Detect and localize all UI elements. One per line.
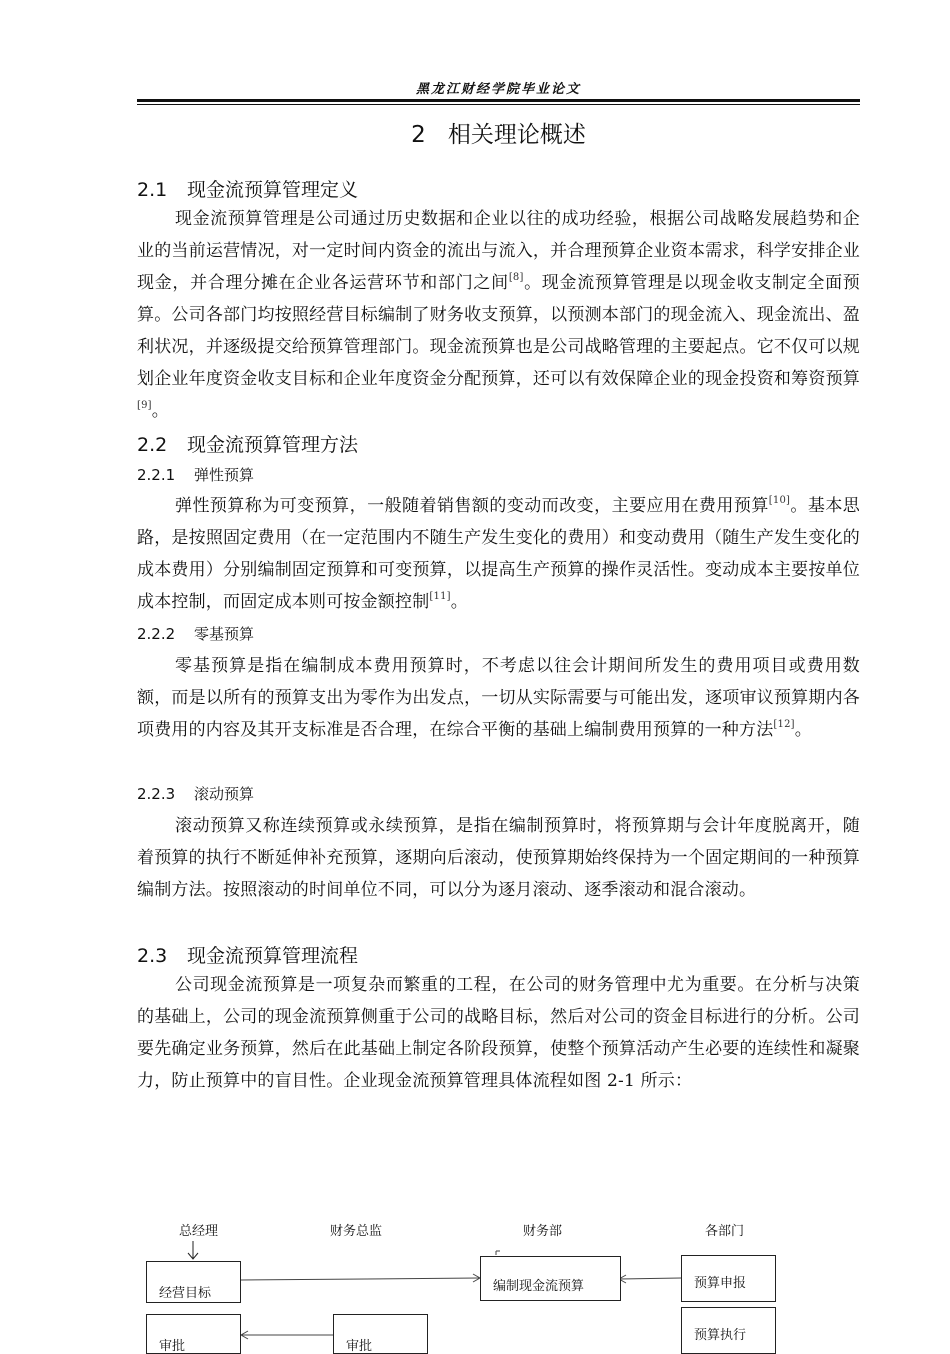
paragraph-text: 。 (151, 401, 169, 421)
paragraph-text: 零基预算是指在编制成本费用预算时，不考虑以往会计期间所发生的费用项目或费用数额，而是以所有的预算支出为零作为出发点，一切从实际需要与可能出发，逐项审议预算期内各项费用的内容及其开支标准是否合理，在综合平衡的基础上编制费用预算的一种方法 (137, 656, 860, 740)
section-heading-2-3 (137, 941, 358, 968)
section-number: 2.2 (137, 434, 168, 456)
section-heading-2-1 (137, 175, 358, 202)
section-heading-2-2 (137, 430, 358, 457)
chapter-number: 2 (411, 122, 426, 148)
subsection-title: 零基预算 (194, 625, 255, 643)
section-number: 2.1 (137, 179, 168, 201)
citation: [10] (768, 495, 791, 506)
header-rule (137, 99, 860, 102)
section-title: 现金流预算管理方法 (187, 434, 359, 456)
paragraph-2-2-1 (137, 490, 860, 618)
arrow-report-to-compile (620, 1278, 681, 1279)
box-approve-gm: 审批 (146, 1314, 241, 1354)
column-label-general-manager: 总经理 (179, 1224, 219, 1239)
paragraph-text: 现金流预算管理是公司通过历史数据和企业以往的成功经验，根据公司战略发展趋势和企业的当前运营情况，对一定时间内资金的流出与流入，并合理预算企业资本需求，科学安排企业现金，并合理分摊在企业各运营环节和部门之间 (137, 209, 860, 293)
subsection-heading-2-2-3 (137, 783, 254, 804)
column-label-departments: 各部门 (705, 1224, 745, 1239)
paragraph-text: 。现金流预算管理是以现金收支制定全面预算。公司各部门均按照经营目标编制了财务收支预算，以预测本部门的现金流入、现金流出、盈利状况，并逐级提交给预算管理部门。现金流预算也是公司战略管理的主要起点。它不仅可以规划企业年度资金收支目标和企业年度资金分配预算，还可以有效保障企业的现金投资和筹资预算 (137, 273, 860, 389)
paragraph-2-2-2 (137, 650, 860, 746)
chapter-title (137, 116, 860, 149)
section-title: 现金流预算管理流程 (187, 945, 359, 967)
box-approve-director: 审批 (333, 1314, 428, 1354)
section-title: 现金流预算管理定义 (187, 179, 359, 201)
arrow-goal-to-compile (241, 1278, 479, 1280)
column-label-finance-dept: 财务部 (523, 1224, 563, 1239)
box-budget-execute: 预算执行 (681, 1307, 776, 1354)
paragraph-text: 。基本思路，是按照固定费用（在一定范围内不随生产发生变化的费用）和变动费用（随生产发生变化的成本费用）分别编制固定预算和可变预算，以提高生产预算的操作灵活性。变动成本主要按单位成本控制，而固定成本则可按金额控制 (137, 496, 860, 612)
subsection-heading-2-2-2 (137, 623, 254, 644)
citation: [11] (429, 591, 451, 602)
column-label-finance-director: 财务总监 (330, 1224, 383, 1239)
subsection-title: 弹性预算 (194, 466, 255, 484)
subsection-heading-2-2-1 (137, 464, 254, 485)
box-business-goal: 经营目标 (146, 1261, 241, 1303)
paragraph-text: 滚动预算又称连续预算或永续预算，是指在编制预算时，将预算期与会计年度脱离开，随着预算的执行不断延伸补充预算，逐期向后滚动，使预算期始终保持为一个固定期间的一种预算编制方法。按照滚动的时间单位不同，可以分为逐月滚动、逐季滚动和混合滚动。 (137, 816, 860, 900)
paragraph-2-2-3 (137, 810, 860, 906)
citation: [9] (137, 400, 152, 411)
box-budget-report: 预算申报 (681, 1255, 776, 1302)
paragraph-2-3 (137, 969, 860, 1097)
chapter-title-text: 相关理论概述 (447, 122, 586, 148)
paragraph-text: 公司现金流预算是一项复杂而繁重的工程，在公司的财务管理中尤为重要。在分析与决策的基础上，公司的现金流预算侧重于公司的战略目标，然后对公司的资金目标进行的分析。公司要先确定业务预算，然后在此基础上制定各阶段预算，使整个预算活动产生必要的连续性和凝聚力，防止预算中的盲目性。企业现金流预算管理具体流程如图 2-1 所示： (137, 975, 860, 1091)
paragraph-text: 弹性预算称为可变预算，一般随着销售额的变动而改变，主要应用在费用预算 (175, 496, 769, 516)
paragraph-text: 。 (450, 592, 468, 612)
subsection-number: 2.2.1 (137, 466, 176, 484)
running-header: 黑龙江财经学院毕业论文 (415, 82, 581, 97)
flowchart-figure (137, 1210, 860, 1354)
citation: [12] (773, 719, 795, 730)
section-number: 2.3 (137, 945, 168, 967)
paragraph-2-1 (137, 203, 860, 427)
subsection-title: 滚动预算 (194, 785, 255, 803)
citation: [8] (508, 272, 524, 283)
subsection-number: 2.2.3 (137, 785, 176, 803)
subsection-number: 2.2.2 (137, 625, 176, 643)
header-rule-thin (137, 104, 860, 105)
box-compile-budget: 编制现金流预算 (480, 1256, 621, 1301)
paragraph-text: 。 (794, 720, 812, 740)
